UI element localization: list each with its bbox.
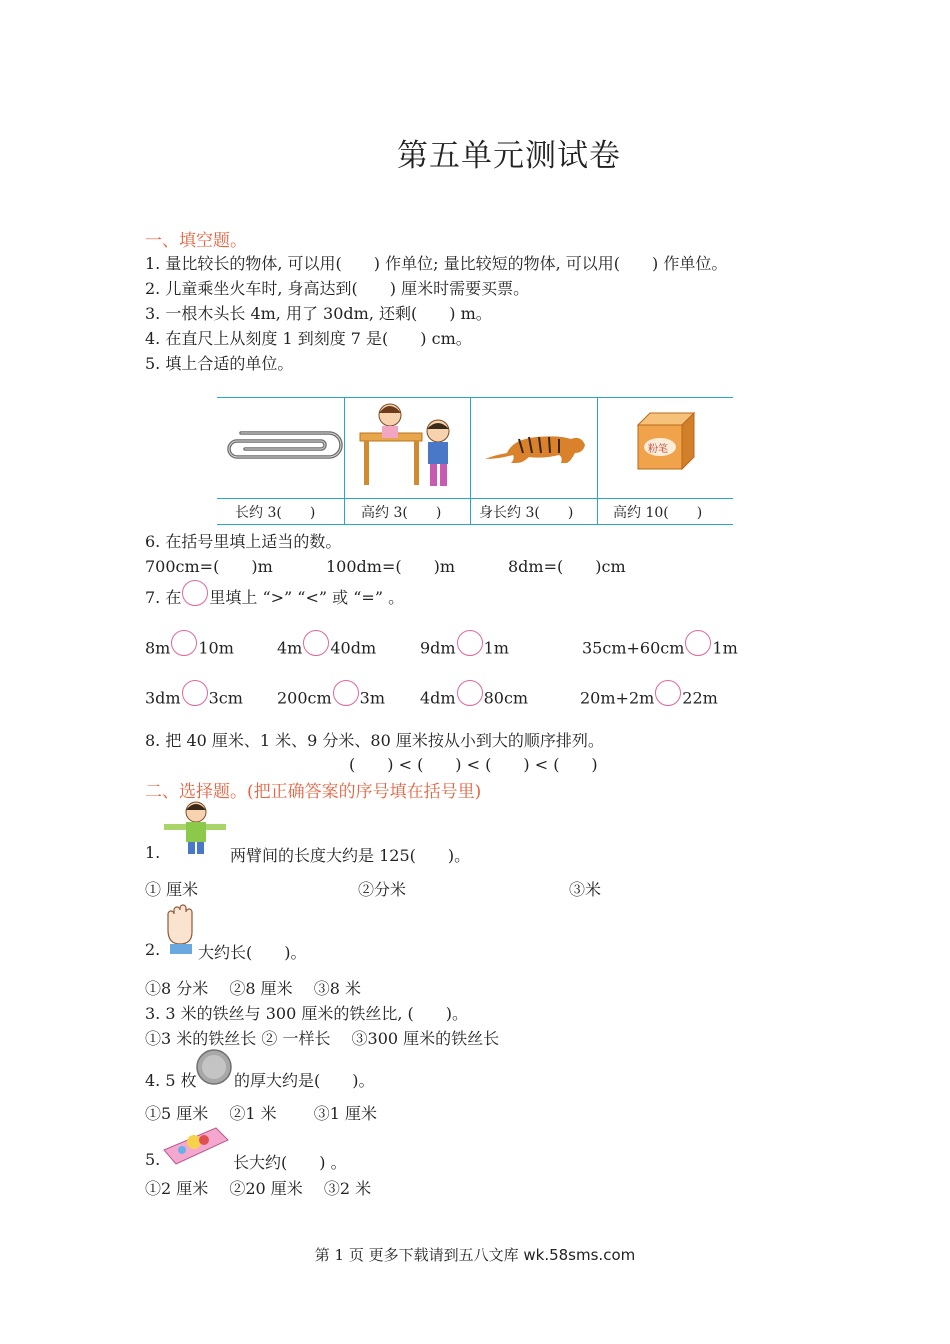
s1-q2: 2. 儿童乘坐火车时, 身高达到( ) 厘米时需要买票。: [145, 279, 530, 298]
caption-chalk: 高约 10( ): [613, 505, 703, 521]
page-title: 第五单元测试卷: [397, 138, 621, 174]
s2-q1-number: 1.: [145, 843, 161, 862]
compare-circle-input[interactable]: [333, 680, 359, 706]
compare-item: 4m 40dm: [277, 636, 376, 662]
s1-q4: 4. 在直尺上从刻度 1 到刻度 7 是( ) cm。: [145, 329, 472, 348]
compare-item: 9dm 1m: [420, 636, 509, 662]
caption-paperclip: 长约 3( ): [235, 505, 316, 521]
s1-q1: 1. 量比较长的物体, 可以用( ) 作单位; 量比较短的物体, 可以用( ) 作单位。: [145, 254, 728, 273]
compare-item: 200cm 3m: [277, 686, 385, 712]
s2-q5: 长大约( ) 。: [233, 1153, 347, 1172]
footer-site-link[interactable]: wk.58sms.com: [523, 1246, 636, 1264]
footer-text: 第 1 页 更多下载请到五八文库: [314, 1246, 524, 1264]
chalk-label: 粉笔: [648, 444, 668, 455]
compare-circle-icon: [182, 580, 208, 606]
s2-q1: 两臂间的长度大约是 125( )。: [230, 846, 471, 865]
s1-q6-item-1: 700cm=( )m: [145, 557, 273, 576]
compare-circle-input[interactable]: [182, 680, 208, 706]
section-2-heading: 二、选择题。(把正确答案的序号填在括号里): [145, 782, 482, 802]
caption-desk: 高约 3( ): [361, 505, 442, 521]
compare-circle-input[interactable]: [457, 630, 483, 656]
s1-q3: 3. 一根木头长 4m, 用了 30dm, 还剩( ) m。: [145, 304, 492, 323]
s2-q4-options: ①5 厘米 ②1 米 ③1 厘米: [145, 1104, 377, 1123]
s1-q6: 6. 在括号里填上适当的数。: [145, 532, 342, 551]
s2-q2-options: ①8 分米 ②8 厘米 ③8 米: [145, 979, 361, 998]
s2-q1-option-2: ②分米: [358, 880, 407, 899]
page-footer: [0, 1244, 950, 1265]
pencil-case-image: [160, 1120, 232, 1170]
boy-arms-image: [162, 800, 228, 856]
caption-tiger: 身长约 3( ): [479, 505, 574, 521]
s2-q3: 3. 3 米的铁丝与 300 厘米的铁丝比, ( )。: [145, 1004, 468, 1023]
s2-q4: 的厚大约是( )。: [234, 1071, 375, 1090]
s1-q8: 8. 把 40 厘米、1 米、9 分米、80 厘米按从小到大的顺序排列。: [145, 731, 604, 750]
s2-q4-prefix: 4. 5 枚: [145, 1071, 197, 1090]
compare-item: 20m+2m 22m: [580, 686, 718, 712]
compare-circle-input[interactable]: [303, 630, 329, 656]
compare-circle-input[interactable]: [685, 630, 711, 656]
s2-q2-number: 2.: [145, 940, 161, 959]
hand-image: [162, 900, 198, 956]
compare-item: 35cm+60cm 1m: [582, 636, 738, 662]
s2-q1-option-3: ③米: [569, 880, 602, 899]
compare-item: 4dm 80cm: [420, 686, 528, 712]
s1-q5: 5. 填上合适的单位。: [145, 354, 294, 373]
units-picture-table: [217, 397, 733, 525]
s1-q6-item-2: 100dm=( )m: [326, 557, 456, 576]
s1-q8-answer: ( ) < ( ) < ( ) < ( ): [349, 755, 598, 774]
section-1-heading: 一、填空题。: [145, 231, 247, 251]
tiger-image: [479, 425, 587, 469]
s1-q6-item-3: 8dm=( )cm: [508, 557, 626, 576]
paperclip-image: [221, 425, 339, 465]
compare-circle-input[interactable]: [655, 680, 681, 706]
s1-q7-prefix: 7. 在: [145, 588, 182, 607]
compare-circle-input[interactable]: [457, 680, 483, 706]
s2-q5-number: 5.: [145, 1150, 161, 1169]
s1-q7: [145, 585, 404, 612]
children-desk-image: [350, 401, 465, 496]
compare-circle-input[interactable]: [171, 630, 197, 656]
s2-q5-options: ①2 厘米 ②20 厘米 ③2 米: [145, 1179, 372, 1198]
compare-item: 8m 10m: [145, 636, 234, 662]
compare-item: 3dm 3cm: [145, 686, 243, 712]
s2-q1-option-1: ① 厘米: [145, 880, 199, 899]
coin-image: [195, 1048, 233, 1086]
s2-q2: 大约长( )。: [198, 943, 307, 962]
s1-q7-suffix: 里填上 “>” “<” 或 “=” 。: [209, 588, 405, 607]
s2-q3-options: ①3 米的铁丝长 ② 一样长 ③300 厘米的铁丝长: [145, 1029, 500, 1048]
